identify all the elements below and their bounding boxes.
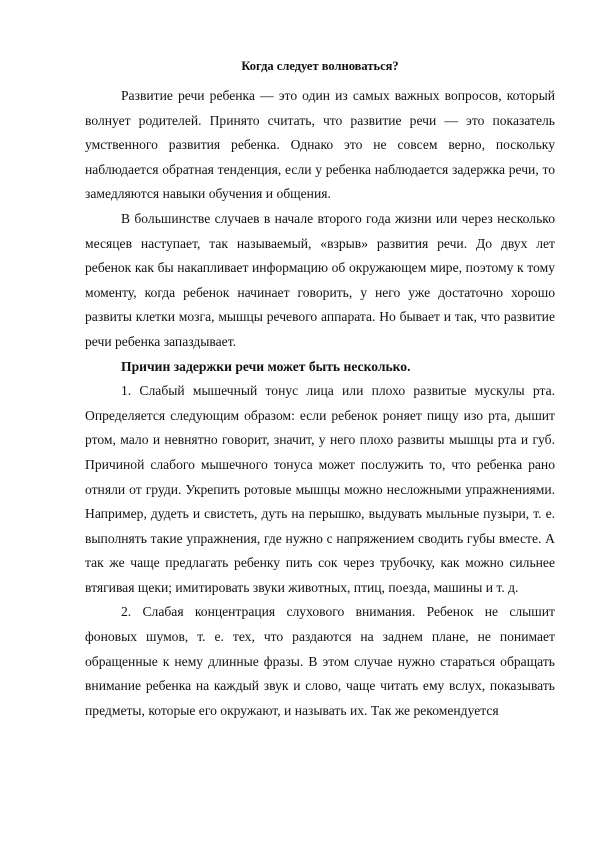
- paragraph-cause-2: 2. Слабая концентрация слухового внимания. Ребенок не слышит фоновых шумов, т. е. тех, что раздаются на заднем плане, не понимает обращенные к нему длинные фразы. В этом случае нужно стараться обращать внимание ребенка на каждый звук и слово, чаще читать ему вслух, показывать предметы, которые его окружают, и называть их. Так же рекомендуется: [85, 604, 555, 718]
- paragraph-cause-1: 1. Слабый мышечный тонус лица или плохо развитые мускулы рта. Определяется следующим образом: если ребенок роняет пищу изо рта, дышит ртом, мало и невнятно говорит, значит, у него плохо развиты мышцы рта и губ. Причиной слабого мышечного тонуса может послужить то, что ребенка рано отняли от груди. Укрепить ротовые мышцы можно несложными упражнениями. Например, дудеть и свистеть, дуть на перышко, выдувать мыльные пузыри, т. е. выполнять такие упражнения, где нужно с напряжением сводить губы вместе. А так же чаще предлагать ребенку пить сок через трубочку, как можно сильнее втягивая щеки; имитировать звуки животных, птиц, поезда, машины и т. д.: [85, 383, 555, 595]
- document-title: Когда следует волноваться?: [241, 59, 399, 73]
- paragraph-intro: Развитие речи ребенка — это один из самых важных вопросов, который волнует родителей. Принято считать, что развитие речи — это показатель умственного развития ребенка. Однако это не совсем верно, поскольку наблюдается обратная тенденция, если у ребенка наблюдается задержка речи, то замедляются навыки обучения и общения.: [85, 88, 555, 202]
- paragraph-speech-burst: В большинстве случаев в начале второго года жизни или через несколько месяцев наступает, так называемый, «взрыв» развития речи. До двух лет ребенок как бы накапливает информацию об окружающем мире, поэтому к тому моменту, когда ребенок начинает говорить, у него уже достаточно хорошо развиты клетки мозга, мышцы речевого аппарата. Но бывает и так, что развитие речи ребенка запаздывает.: [85, 210, 555, 349]
- paragraph-causes-heading: Причин задержки речи может быть несколько.: [121, 358, 411, 374]
